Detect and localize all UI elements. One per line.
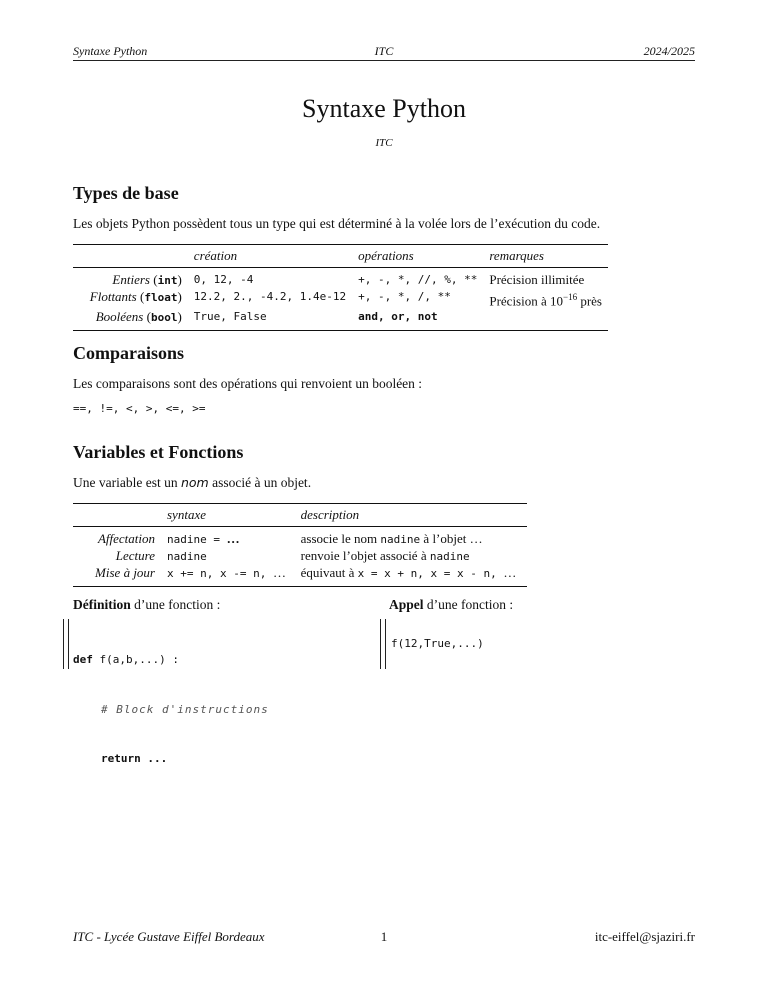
table-row: Lecture nadine renvoie l’objet associé à nadine (73, 548, 527, 565)
code-margin-bars (380, 619, 386, 669)
variable-op-name: Mise à jour (95, 565, 155, 580)
operations-cell: +, -, *, //, %, ** (358, 273, 478, 286)
remark-cell: Précision à $10^{-16}$ près (489, 292, 602, 309)
page-footer (73, 929, 695, 945)
header-left: Syntaxe Python (73, 44, 148, 58)
call-code: f(12,True,...) (391, 637, 484, 650)
variable-op-name: Affectation (97, 531, 155, 546)
description-cell: associe le nom nadine à l’objet … (300, 531, 483, 546)
page-number: 1 (380, 929, 388, 944)
column-header-creation: création (193, 248, 238, 263)
description-cell: renvoie l’objet associé à nadine (300, 548, 470, 563)
comparison-operators: ==, !=, <, >, <=, >= (73, 402, 206, 415)
emphasis-nom: nom (180, 475, 209, 490)
call-code-block (380, 619, 580, 669)
section-heading-variables: Variables et Fonctions (73, 442, 244, 462)
type-name: Booléens (95, 309, 144, 325)
type-name: Flottants (89, 289, 137, 304)
header-center: ITC (374, 44, 394, 58)
column-header-syntaxe: syntaxe (167, 507, 206, 522)
type-keyword: bool (150, 311, 178, 325)
definition-label: Définition d’une fonction : (73, 597, 221, 612)
code-margin-bars (63, 619, 69, 669)
keyword-return: return (101, 752, 141, 765)
footer-left: ITC - Lycée Gustave Eiffel Bordeaux (73, 929, 265, 944)
variables-table (73, 503, 527, 587)
creation-cell: True, False (193, 310, 267, 324)
type-keyword: float (144, 291, 178, 304)
table-header-row (73, 245, 608, 268)
creation-cell: 0, 12, -4 (193, 273, 254, 286)
header-right: 2024/2025 (643, 44, 695, 58)
type-name: Entiers (112, 272, 150, 287)
operations-cell: +, -, *, /, ** (358, 290, 451, 303)
keyword-def: def (73, 653, 93, 666)
variables-intro: Une variable est un nom associé à un objet. (73, 475, 312, 490)
creation-cell: 12.2, 2., -4.2, 1.4e-12 (193, 290, 347, 303)
column-header-remarques: remarques (489, 248, 544, 263)
table-header-row (73, 504, 527, 527)
page-header (73, 44, 695, 60)
table-row: Booléens (bool) True, False and, or, not (73, 309, 608, 331)
operations-cell: and, or, not (358, 310, 438, 324)
code-comment: # Block d'instructions (101, 702, 269, 716)
remark-cell (483, 309, 608, 331)
comparisons-intro: Les comparaisons sont des opérations qui renvoient un booléen : (73, 376, 423, 391)
call-label: Appel d’une fonction : (389, 597, 514, 612)
exponent: −16 (563, 292, 578, 302)
section-heading-types: Types de base (73, 183, 179, 203)
table-row: Affectation nadine = … associe le nom nadine à l’objet … (73, 527, 527, 549)
types-table (73, 244, 608, 331)
table-row: Mise à jour x += n, x -= n, … équivaut à x = x + n, x = x - n, … (73, 565, 527, 587)
section-heading-comparaisons: Comparaisons (73, 343, 185, 363)
table-row: Flottants (float) 12.2, 2., -4.2, 1.4e-12 +, -, *, /, ** Précision à $10^{-16}$ près (73, 289, 608, 309)
header-rule (73, 60, 695, 61)
footer-email: itc-eiffel@sjaziri.fr (594, 929, 695, 944)
table-row: Entiers (int) 0, 12, -4 +, -, *, //, %, ** Précision illimitée (73, 268, 608, 290)
remark-cell: Précision illimitée (489, 272, 585, 287)
description-cell: équivaut à x = x + n, x = x - n, … (300, 565, 517, 580)
author: ITC (375, 137, 393, 149)
column-header-description: description (300, 507, 360, 522)
variable-op-name: Lecture (115, 548, 155, 563)
type-keyword: int (157, 274, 178, 287)
types-intro: Les objets Python possèdent tous un type qui est déterminé à la volée lors de l’exécution du code. (73, 216, 601, 231)
page-title: Syntaxe Python (302, 94, 466, 123)
column-header-operations: opérations (358, 248, 414, 263)
definition-code-block: def f(a,b,...) : # Block d'instructions return ... (63, 619, 363, 669)
